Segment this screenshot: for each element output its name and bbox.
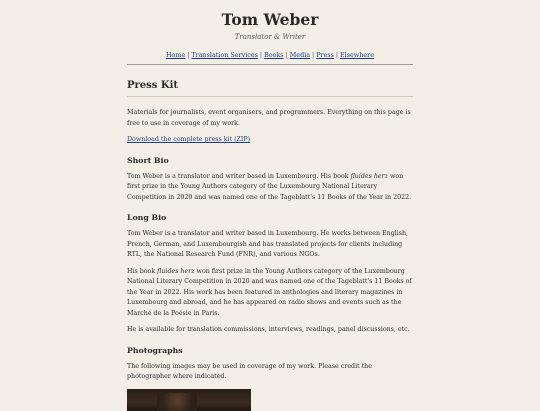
nav-link-books[interactable]: Books [264, 51, 284, 59]
intro-text: Materials for journalists, event organisers, and programmers. Everything on this page is free to use in coverage of my work. [127, 109, 411, 127]
short-bio-text-part: won first prize in the Young Authors category of the Luxembourg National Literary Competition in 2020 and was named one of the Tageblatt's 11 Books of the Year in 2022. [127, 172, 412, 201]
site-tagline: Translator & Writer [234, 33, 306, 41]
nav-separator: | [335, 51, 339, 59]
main-nav [127, 51, 413, 65]
nav-separator: | [285, 51, 288, 59]
page [127, 0, 413, 411]
nav-link-media[interactable]: Media [289, 51, 311, 59]
download-press-kit-link[interactable]: Download the complete press kit (ZIP) [127, 136, 251, 143]
short-bio-heading: Short Bio [127, 155, 169, 165]
photographs-text: The following images may be used in coverage of my work. Please credit the photographer where indicated. [127, 362, 372, 380]
short-bio-text [127, 172, 413, 204]
site-header [127, 10, 413, 65]
long-bio-paragraph-2 [127, 267, 413, 320]
long-bio-heading: Long Bio [127, 213, 167, 222]
press-photo[interactable] [127, 389, 251, 411]
page-title: Press Kit [127, 79, 413, 97]
nav-link-elsewhere[interactable]: Elsewhere [340, 51, 375, 59]
nav-link-home[interactable]: Home [165, 51, 186, 59]
site-title[interactable]: Tom Weber [221, 10, 319, 29]
nav-link-translation-services[interactable]: Translation Services [191, 51, 258, 59]
long-bio-paragraph-1: Tom Weber is a translator and writer based in Luxembourg. He works between English, French, German, and Luxembourgish and has translated projects for clients including RTL, the National Research Fund (FNR), and various NGOs. [127, 230, 409, 258]
book-title: fluides herz [157, 267, 195, 275]
nav-separator: | [187, 51, 190, 59]
book-title: fluides herz [350, 172, 388, 180]
long-bio-text-part: His book [127, 267, 158, 275]
photographs-heading: Photographs [127, 345, 183, 355]
download-paragraph [127, 135, 413, 146]
nav-separator: | [312, 51, 315, 59]
nav-separator: | [259, 51, 263, 59]
short-bio-text-part: Tom Weber is a translator and writer based in Luxembourg. His book [127, 172, 351, 180]
long-bio-text-part: won first prize in the Young Authors category of the Luxembourg National Literary Competition in 2020 and was named one of the Tageblatt's 11 Books of the Year in 2022. His work has been featured in anthologies and literary magazines in Luxembourg and abroad, and he has appeared on radio shows and events such as the Marché de la Poésie in Paris. [127, 267, 412, 317]
long-bio-paragraph-3: He is available for translation commissions, interviews, readings, panel discussions, etc. [127, 326, 410, 333]
main-content [127, 79, 413, 411]
nav-link-press[interactable]: Press [316, 51, 334, 59]
